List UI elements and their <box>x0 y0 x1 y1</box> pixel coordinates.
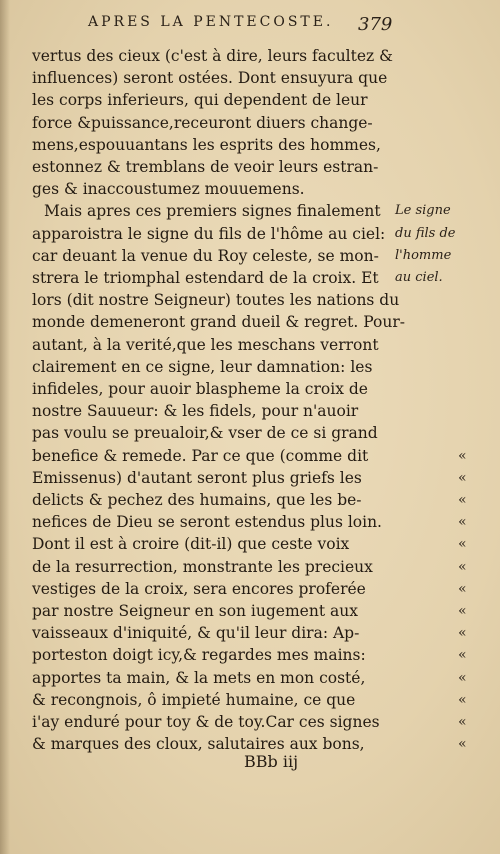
text-line: force &puissance,receuront diuers change- <box>32 113 373 132</box>
quote-mark: « <box>458 469 467 486</box>
quote-mark: « <box>458 514 467 531</box>
text-line: apparoistra le signe du fils de l'hôme au ciel: <box>32 224 386 243</box>
text-line: strera le triomphal estendard de la croix. Et <box>32 269 379 287</box>
text-line: ges & inaccoustumez mouuemens. <box>32 180 305 199</box>
text-line: autant, à la verité,que les meschans verront <box>32 335 379 354</box>
text-line: & marques des cloux, salutaires aux bons, <box>32 735 365 754</box>
quote-mark: « <box>458 714 467 730</box>
text-line: les corps inferieurs, qui dependent de leur <box>32 91 368 110</box>
quote-mark: « <box>458 736 467 753</box>
text-line: apportes ta main, & la mets en mon costé, <box>32 668 366 687</box>
quote-mark: « <box>458 603 467 619</box>
text-line: vaisseaux d'iniquité, & qu'il leur dira: Ap- <box>32 624 360 643</box>
margin-note: du fils de <box>395 225 456 241</box>
text-line: de la resurrection, monstrante les precieux <box>32 557 373 576</box>
text-line: monde demeneront grand dueil & regret. Pour- <box>32 313 406 332</box>
text-line: clairement en ce signe, leur damnation: les <box>32 357 373 376</box>
text-line: vertus des cieux (c'est à dire, leurs facultez & <box>32 47 393 65</box>
text-line: Dont il est à croire (dit-il) que ceste voix <box>32 535 350 554</box>
quote-mark: « <box>458 669 467 686</box>
text-line: estonnez & tremblans de veoir leurs estran- <box>32 158 379 176</box>
quote-mark: « <box>458 492 467 508</box>
page-gutter-shadow <box>0 0 10 854</box>
running-title: APRES LA PENTECOSTE. <box>88 14 334 30</box>
text-line: & recongnois, ô impieté humaine, ce que <box>32 690 356 709</box>
quote-mark: « <box>458 580 467 597</box>
margin-note: l'homme <box>395 247 452 263</box>
text-line: lors (dit nostre Seigneur) toutes les nations du <box>32 291 400 310</box>
text-line: mens,espouuantans les esprits des hommes, <box>32 135 381 154</box>
text-line: Emissenus) d'autant seront plus griefs les <box>32 468 362 487</box>
text-line: Mais apres ces premiers signes finalement <box>44 202 381 221</box>
text-line: nostre Sauueur: & les fidels, pour n'auoir <box>32 402 359 421</box>
text-line: influences) seront ostées. Dont ensuyura que <box>32 69 388 88</box>
margin-note: au ciel. <box>395 270 443 285</box>
signature-mark: BBb iij <box>244 752 299 771</box>
margin-note: Le signe <box>395 203 451 219</box>
text-line: vestiges de la croix, sera encores proferée <box>32 579 366 598</box>
text-line: pas voulu se preualoir,& vser de ce si grand <box>32 424 378 443</box>
quote-mark: « <box>458 447 467 464</box>
text-line: porteston doigt icy,& regardes mes mains: <box>32 646 366 665</box>
text-line: car deuant la venue du Roy celeste, se mon- <box>32 246 379 265</box>
text-line: benefice & remede. Par ce que (comme dit <box>32 446 369 465</box>
text-line: par nostre Seigneur en son iugement aux <box>32 602 358 620</box>
page-number: 379 <box>358 14 393 35</box>
text-line: nefices de Dieu se seront estendus plus loin. <box>32 513 382 532</box>
quote-mark: « <box>458 558 467 575</box>
quote-mark: « <box>458 691 467 708</box>
quote-mark: « <box>458 647 467 664</box>
text-line: infideles, pour auoir blaspheme la croix de <box>32 380 368 398</box>
quote-mark: « <box>458 625 467 642</box>
text-line: delicts & pechez des humains, que les be- <box>32 491 362 509</box>
text-line: i'ay enduré pour toy & de toy.Car ces signes <box>32 713 380 731</box>
quote-mark: « <box>458 536 467 553</box>
